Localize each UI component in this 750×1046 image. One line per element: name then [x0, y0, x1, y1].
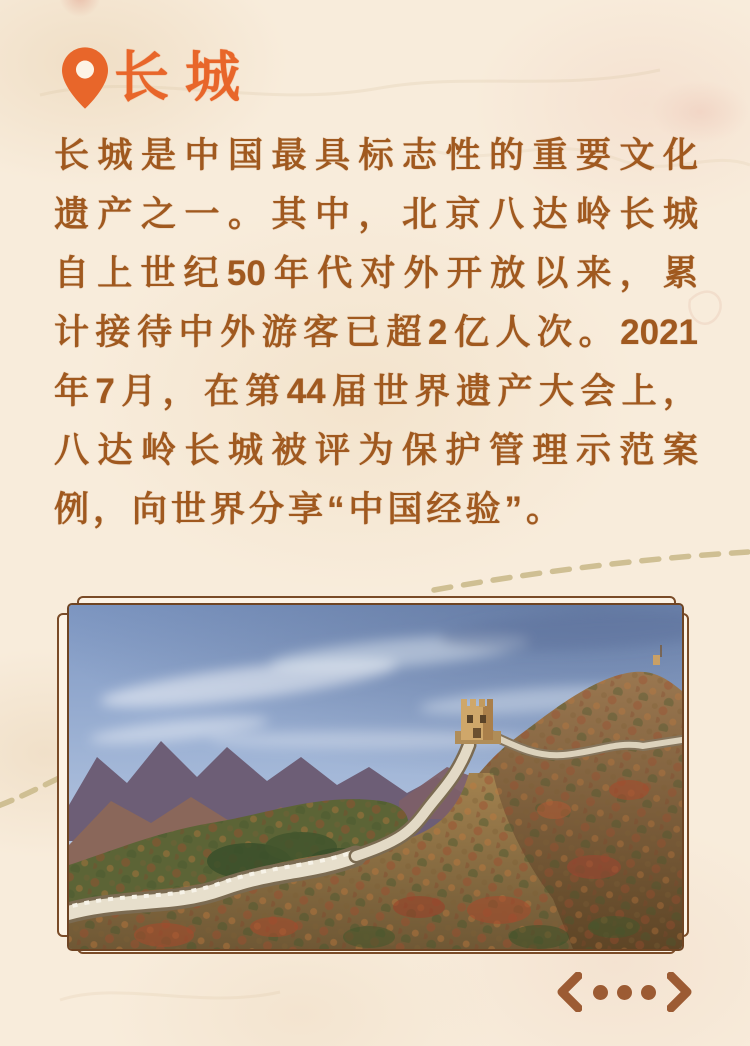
chevron-right-icon[interactable]: [667, 972, 693, 1012]
paragraph-line: 长城是中国最具标志性的重要文化: [54, 136, 698, 175]
paragraph-line: 年7月，在第44届世界遗产大会上，: [54, 372, 698, 411]
pagination-dot[interactable]: [593, 985, 608, 1000]
pagination-dot[interactable]: [617, 985, 632, 1000]
location-pin-icon: [62, 46, 108, 110]
great-wall-photo-scene: [69, 605, 682, 949]
article-paragraph: [54, 126, 698, 539]
paragraph-line: 自上世纪50年代对外开放以来，累: [54, 254, 698, 293]
dashed-route-right: [420, 540, 750, 600]
paragraph-line: 八达岭长城被评为保护管理示范案: [54, 431, 698, 470]
paragraph-line: 计接待中外游客已超2亿人次。2021: [54, 313, 698, 352]
badaling-great-wall-photo: [67, 603, 684, 951]
pagination-dot[interactable]: [641, 985, 656, 1000]
pagination-dots: [593, 985, 656, 1000]
chevron-left-icon[interactable]: [556, 972, 582, 1012]
paragraph-line: 遗产之一。其中，北京八达岭长城: [54, 195, 698, 234]
paragraph-line: 例，向世界分享“中国经验”。: [54, 490, 566, 529]
page-title: 长城: [114, 46, 257, 108]
pagination: [556, 972, 693, 1012]
